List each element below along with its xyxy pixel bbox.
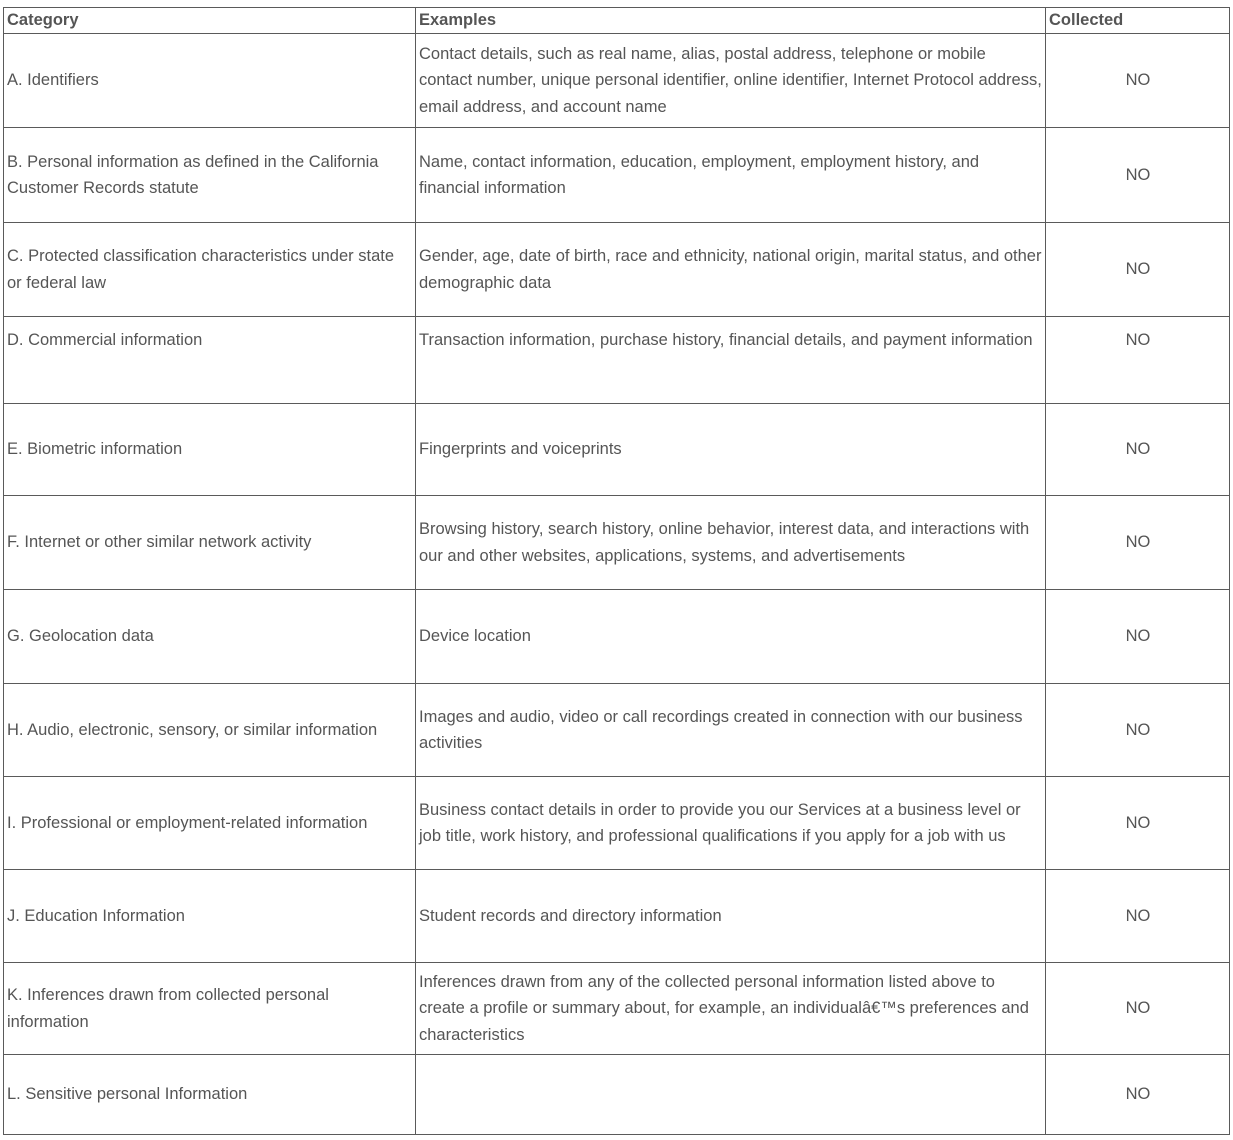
- table-row: [4, 684, 1230, 777]
- data-categories-table: [3, 7, 1230, 1135]
- table-row: [4, 963, 1230, 1055]
- row-examples: Device location: [416, 590, 1046, 684]
- row-collected: NO: [1046, 223, 1230, 317]
- table-row: [4, 223, 1230, 317]
- row-category: I. Professional or employment-related information: [4, 777, 416, 870]
- row-examples: Business contact details in order to provide you our Services at a business level or job title, work history, and professional qualifications if you apply for a job with us: [416, 777, 1046, 870]
- row-examples: Name, contact information, education, employment, employment history, and financial information: [416, 128, 1046, 223]
- table-row: [4, 496, 1230, 590]
- row-category: J. Education Information: [4, 870, 416, 963]
- row-category: A. Identifiers: [4, 34, 416, 128]
- table-row: [4, 1055, 1230, 1135]
- row-collected: NO: [1046, 777, 1230, 870]
- header-category: Category: [4, 8, 416, 34]
- row-examples: Gender, age, date of birth, race and ethnicity, national origin, marital status, and other demographic data: [416, 223, 1046, 317]
- table-row: [4, 404, 1230, 496]
- row-category: H. Audio, electronic, sensory, or similar information: [4, 684, 416, 777]
- row-category: E. Biometric information: [4, 404, 416, 496]
- row-examples: Transaction information, purchase history, financial details, and payment information: [416, 317, 1046, 404]
- row-category: D. Commercial information: [4, 317, 416, 404]
- table-row: [4, 34, 1230, 128]
- row-examples: [416, 1055, 1046, 1135]
- row-examples: Fingerprints and voiceprints: [416, 404, 1046, 496]
- header-collected: Collected: [1046, 8, 1230, 34]
- row-collected: NO: [1046, 1055, 1230, 1135]
- row-category: G. Geolocation data: [4, 590, 416, 684]
- table-header-row: [4, 8, 1230, 34]
- table-row: [4, 870, 1230, 963]
- table-row: [4, 590, 1230, 684]
- row-collected: NO: [1046, 404, 1230, 496]
- row-collected: NO: [1046, 496, 1230, 590]
- row-category: L. Sensitive personal Information: [4, 1055, 416, 1135]
- row-collected: NO: [1046, 684, 1230, 777]
- row-collected: NO: [1046, 317, 1230, 404]
- row-collected: NO: [1046, 34, 1230, 128]
- row-category: K. Inferences drawn from collected personal information: [4, 963, 416, 1055]
- row-examples: Inferences drawn from any of the collected personal information listed above to create a profile or summary about, for example, an individualâ€™s preferences and characteristics: [416, 963, 1046, 1055]
- table-row: [4, 777, 1230, 870]
- row-collected: NO: [1046, 963, 1230, 1055]
- row-examples: Contact details, such as real name, alias, postal address, telephone or mobile contact number, unique personal identifier, online identifier, Internet Protocol address, email address, and account name: [416, 34, 1046, 128]
- row-examples: Student records and directory information: [416, 870, 1046, 963]
- row-category: F. Internet or other similar network activity: [4, 496, 416, 590]
- row-collected: NO: [1046, 870, 1230, 963]
- row-category: C. Protected classification characteristics under state or federal law: [4, 223, 416, 317]
- table-row: [4, 317, 1230, 404]
- row-examples: Images and audio, video or call recordings created in connection with our business activities: [416, 684, 1046, 777]
- table-row: [4, 128, 1230, 223]
- row-examples: Browsing history, search history, online behavior, interest data, and interactions with our and other websites, applications, systems, and advertisements: [416, 496, 1046, 590]
- header-examples: Examples: [416, 8, 1046, 34]
- row-category: B. Personal information as defined in the California Customer Records statute: [4, 128, 416, 223]
- row-collected: NO: [1046, 128, 1230, 223]
- row-collected: NO: [1046, 590, 1230, 684]
